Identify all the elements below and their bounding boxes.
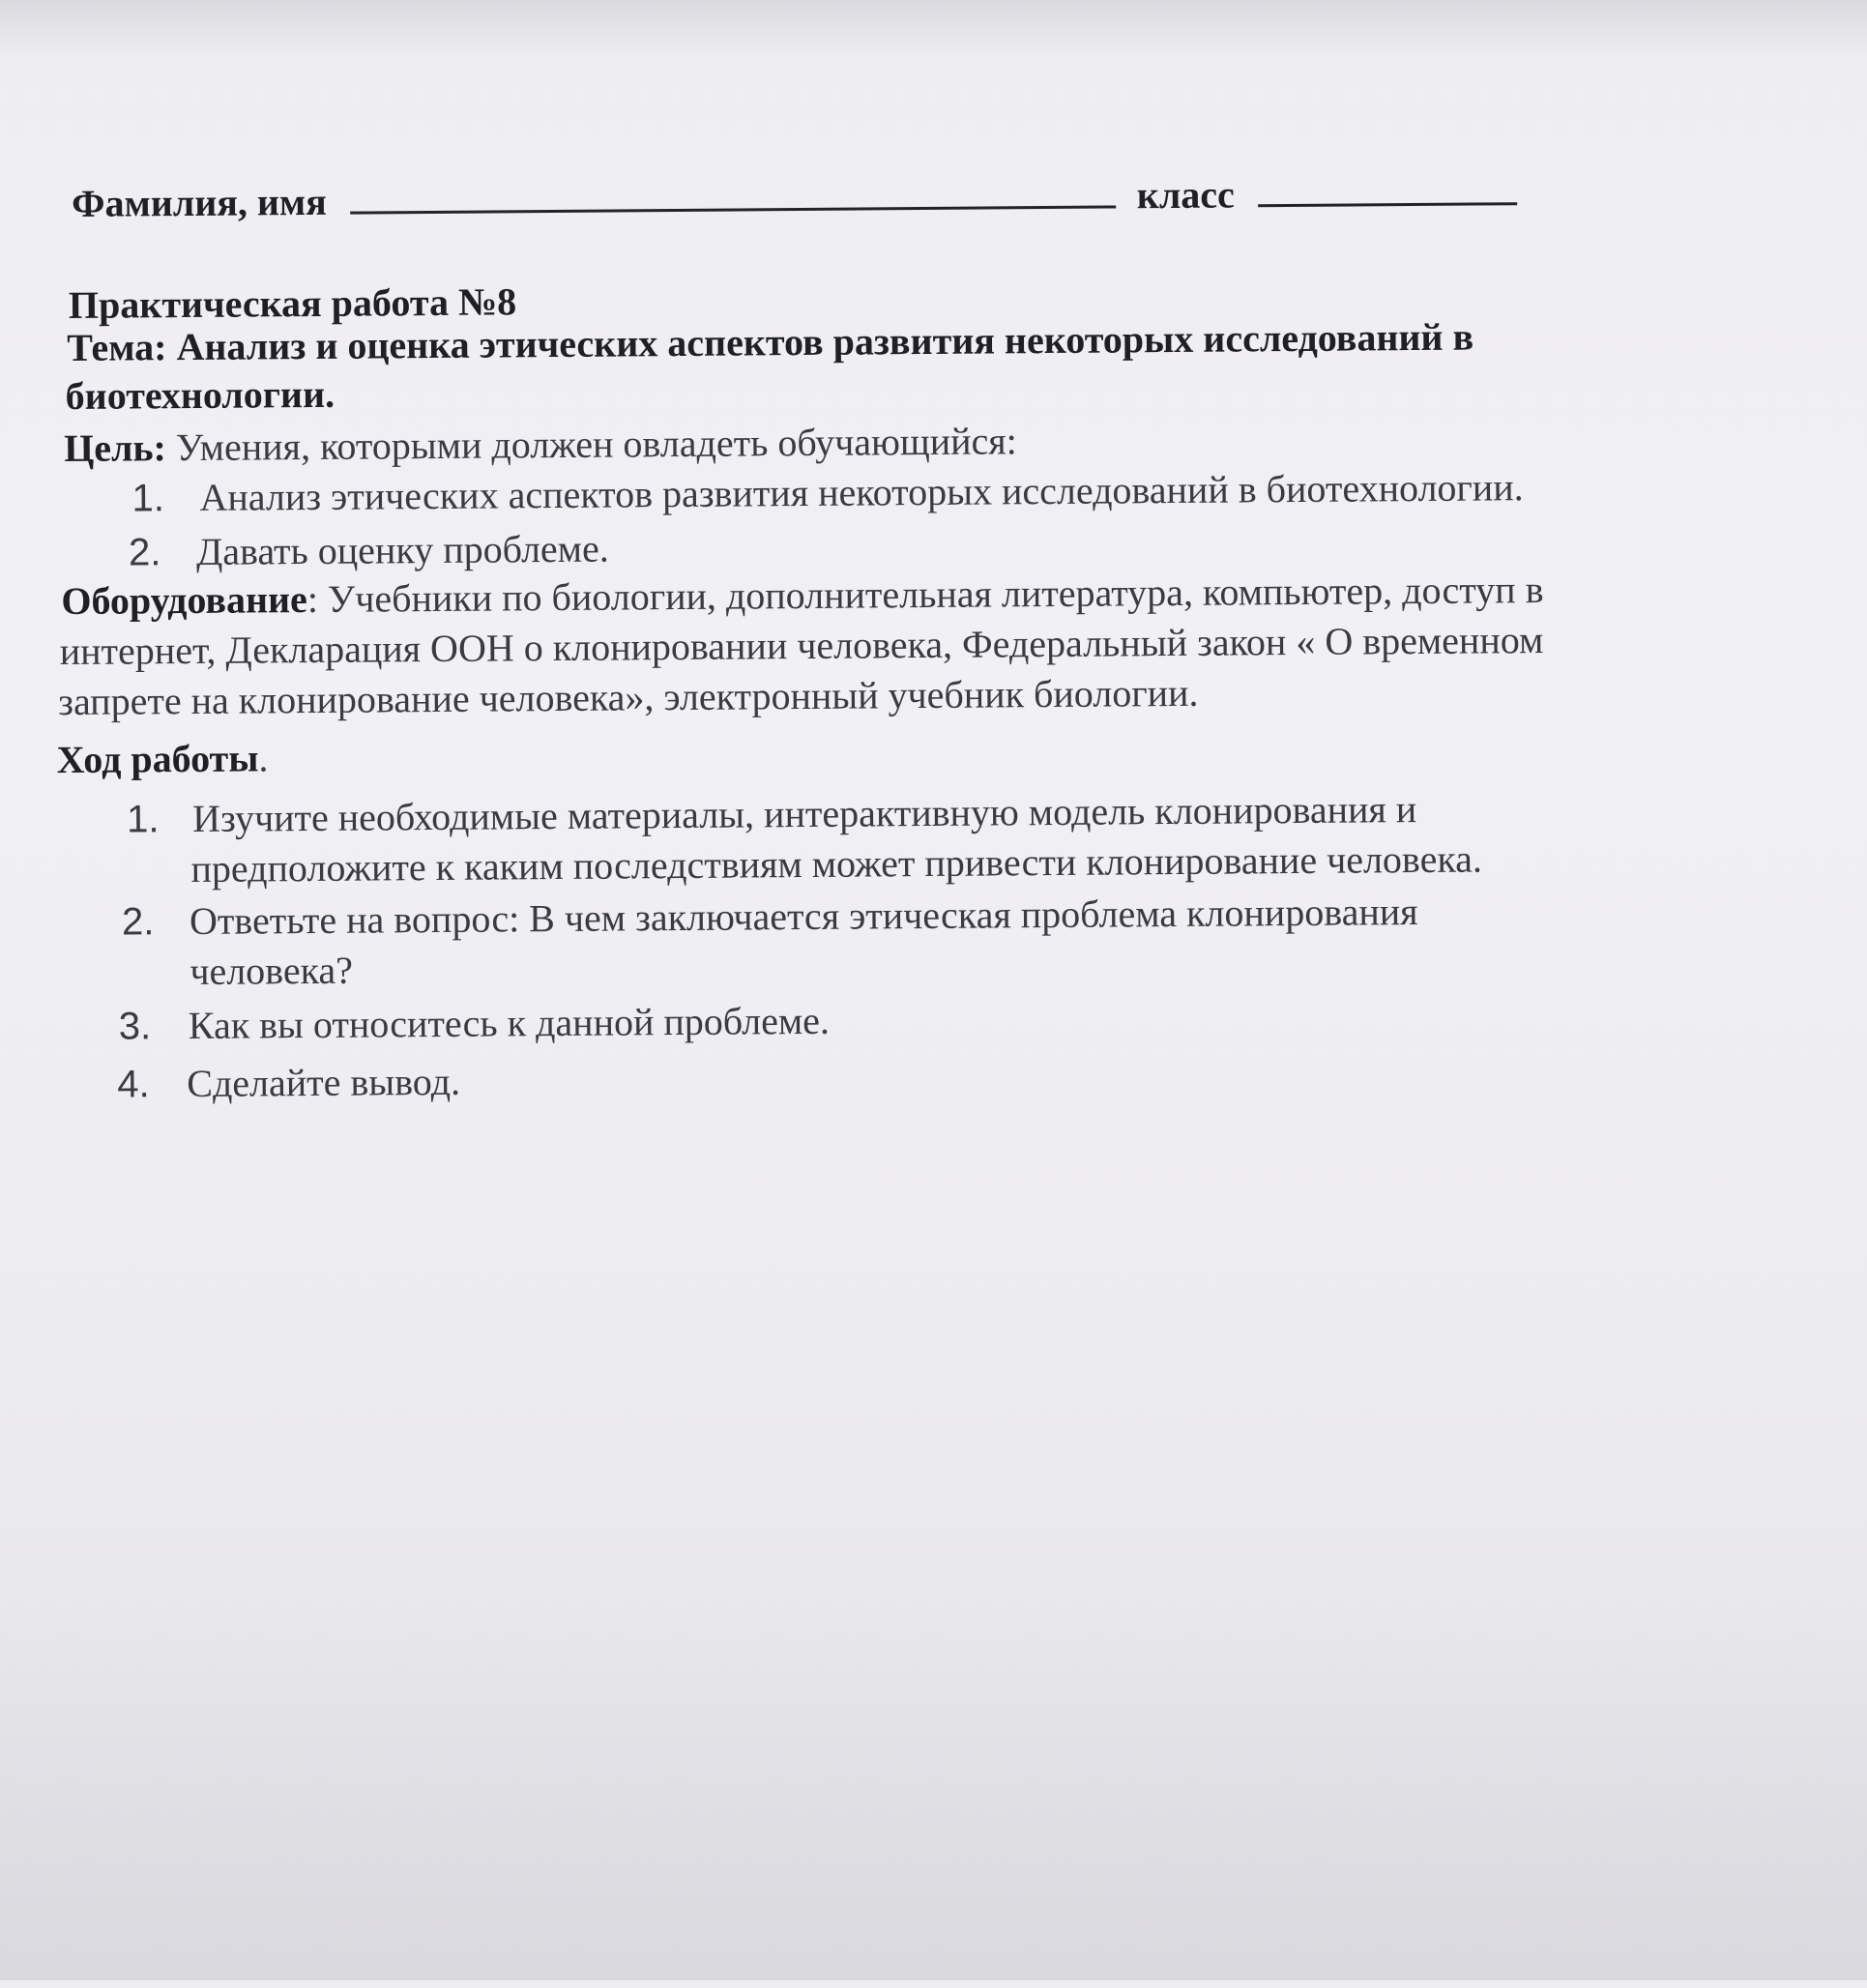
procedure-item-text: Ответьте на вопрос: В чем заключается этическая проблема клонирования	[189, 890, 1418, 944]
goal-label: Цель:	[63, 425, 167, 471]
equipment-text-3: запрете на клонирование человека», электронный учебник биологии.	[57, 670, 1199, 724]
class-blank-line	[1258, 167, 1517, 207]
page-title: Практическая работа №8	[68, 279, 517, 327]
topic-text-1: Анализ и оценка этических аспектов развития некоторых исследований в	[176, 314, 1474, 369]
equipment-line-1	[61, 566, 1544, 626]
goal-text: Умения, которыми должен овладеть обучающийся:	[175, 419, 1017, 470]
equipment-text-1: : Учебники по биологии, дополнительная литература, компьютер, доступ в	[306, 567, 1544, 622]
procedure-heading	[56, 734, 268, 784]
goal-item	[131, 463, 1524, 522]
name-label: Фамилия, имя	[71, 179, 328, 225]
procedure-item-text: Как вы относитесь к данной проблеме.	[188, 998, 831, 1048]
procedure-item	[117, 1058, 460, 1109]
goal-line	[64, 417, 1017, 473]
goal-item	[129, 525, 609, 577]
goal-item-text: Анализ этических аспектов развития некоторых исследований в биотехнологии.	[199, 465, 1524, 519]
procedure-item-number: 2.	[121, 900, 155, 944]
procedure-item-number: 4.	[117, 1063, 150, 1106]
name-field-row	[72, 167, 1517, 228]
class-label: класс	[1136, 172, 1235, 218]
topic-label: Тема:	[67, 325, 167, 369]
topic-line-1	[67, 313, 1473, 372]
goal-item-number: 2.	[128, 531, 161, 574]
procedure-label: Ход работы	[56, 736, 259, 782]
equipment-text-2: интернет, Декларация ООН о клонировании человека, Федеральный закон « О временном	[59, 618, 1544, 674]
topic-text-2: биотехнологии.	[65, 371, 335, 418]
procedure-item	[119, 997, 831, 1051]
goal-item-number: 1.	[131, 477, 165, 520]
procedure-item-number: 1.	[126, 798, 160, 841]
procedure-item-continuation: предположите к каким последствиям может привести клонирование человека.	[190, 836, 1483, 891]
procedure-item-number: 3.	[118, 1005, 152, 1048]
procedure-item	[122, 888, 1418, 947]
goal-item-text: Давать оценку проблеме.	[195, 526, 609, 573]
procedure-label-suffix: .	[258, 736, 269, 780]
procedure-item-text: Сделайте вывод.	[187, 1059, 461, 1106]
procedure-item-continuation: человека?	[190, 948, 354, 994]
procedure-item-text: Изучите необходимые материалы, интерактивную модель клонирования и	[191, 787, 1417, 840]
procedure-item	[127, 785, 1416, 843]
name-blank-line	[350, 170, 1116, 214]
equipment-label: Оборудование	[61, 577, 308, 624]
